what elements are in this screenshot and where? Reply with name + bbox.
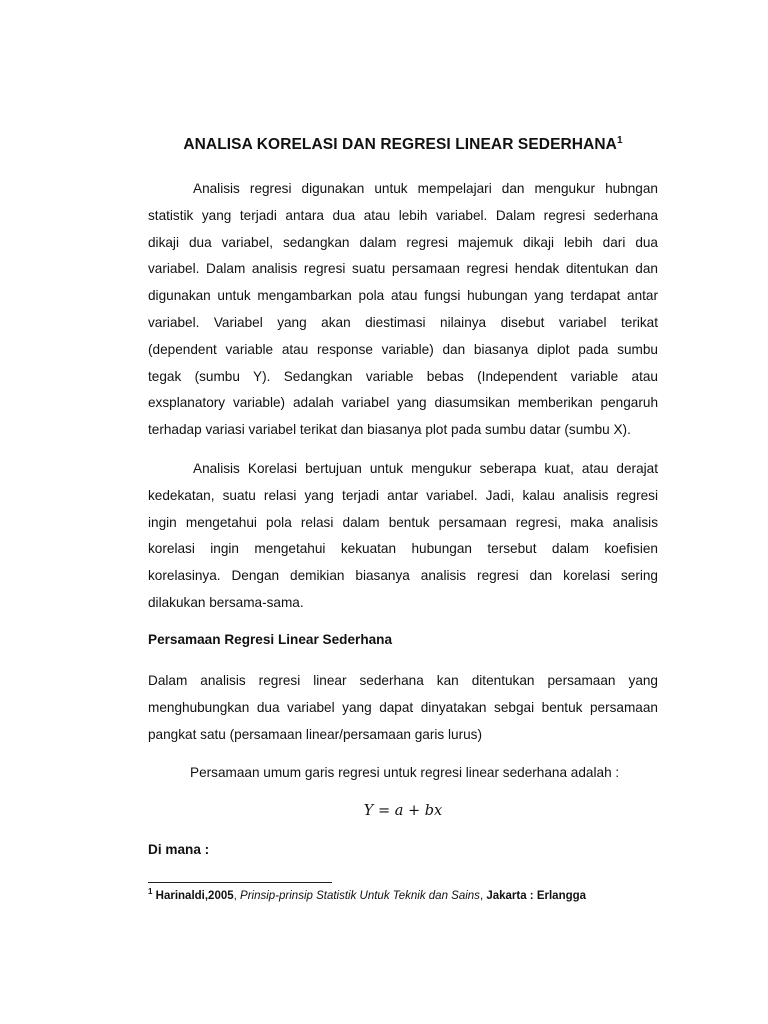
footnote — [148, 887, 587, 902]
paragraph-regression-intro — [148, 176, 658, 444]
footnote-publisher: Jakarta : Erlangga — [486, 890, 587, 902]
paragraph-line: Dalam analisis regresi linear sederhana kan ditentukan persamaan yang — [148, 673, 658, 688]
paragraph-line: dikaji dua variabel, sedangkan dalam regresi majemuk dikaji lebih dari dua — [148, 234, 658, 250]
paragraph-line: menghubungkan dua variabel yang dapat dinyatakan sebgai bentuk persamaan — [148, 699, 658, 715]
footnote-separator: , — [479, 890, 487, 902]
dimana-label: Di mana : — [148, 842, 210, 857]
paragraph-line: statistik yang terjadi antara dua atau lebih variabel. Dalam regresi sederhana — [148, 207, 658, 223]
paragraph-correlation-intro — [148, 456, 658, 617]
regression-equation: Y = a + bx — [363, 803, 443, 819]
page-title — [148, 136, 658, 154]
paragraph-line: Analisis regresi digunakan untuk mempelajari dan mengukur hubngan — [193, 181, 658, 196]
footnote-mark: 1 — [148, 887, 153, 897]
paragraph-line: dilakukan bersama-sama. — [148, 594, 304, 610]
paragraph-line: (dependent variable atau response variable) dan biasanya diplot pada sumbu — [148, 341, 658, 357]
paragraph-line: tegak (sumbu Y). Sedangkan variable bebas (Independent variable atau — [148, 368, 658, 384]
footnote-author-year: Harinaldi,2005 — [155, 890, 234, 902]
equation-intro: Persamaan umum garis regresi untuk regresi linear sederhana adalah : — [190, 765, 620, 780]
paragraph-linear-regression — [148, 668, 658, 748]
paragraph-line: variabel. Dalam analisis regresi suatu persamaan regresi hendak ditentukan dan — [148, 261, 658, 277]
paragraph-line: digunakan untuk mengambarkan pola atau fungsi hubungan yang terdapat antar — [148, 288, 658, 304]
paragraph-line: pangkat satu (persamaan linear/persamaan garis lurus) — [148, 726, 482, 742]
paragraph-line: exsplanatory variable) adalah variabel yang diasumsikan memberikan pengaruh — [148, 395, 658, 411]
paragraph-line: variabel. Variabel yang akan diestimasi nilainya disebut variabel terikat — [148, 314, 658, 330]
paragraph-line: Analisis Korelasi bertujuan untuk mengukur seberapa kuat, atau derajat — [193, 461, 658, 476]
section-heading: Persamaan Regresi Linear Sederhana — [148, 632, 393, 647]
paragraph-line: kedekatan, suatu relasi yang terjadi antar variabel. Jadi, kalau analisis regresi — [148, 487, 658, 503]
paragraph-line: terhadap variasi variabel terikat dan biasanya plot pada sumbu datar (sumbu X). — [148, 422, 631, 438]
footnote-book-title: Prinsip-prinsip Statistik Untuk Teknik dan Sains — [240, 890, 480, 902]
title-footnote-mark: 1 — [616, 134, 623, 146]
footnote-separator: , — [233, 890, 241, 902]
paragraph-line: ingin mengetahui pola relasi dalam bentuk persamaan regresi, maka analisis — [148, 514, 658, 530]
footnote-divider — [148, 882, 332, 883]
title-text: ANALISA KORELASI DAN REGRESI LINEAR SEDERHANA — [183, 136, 617, 153]
paragraph-line: korelasinya. Dengan demikian biasanya analisis regresi dan korelasi sering — [148, 568, 658, 584]
paragraph-line: korelasi ingin mengetahui kekuatan hubungan tersebut dalam koefisien — [148, 541, 658, 557]
